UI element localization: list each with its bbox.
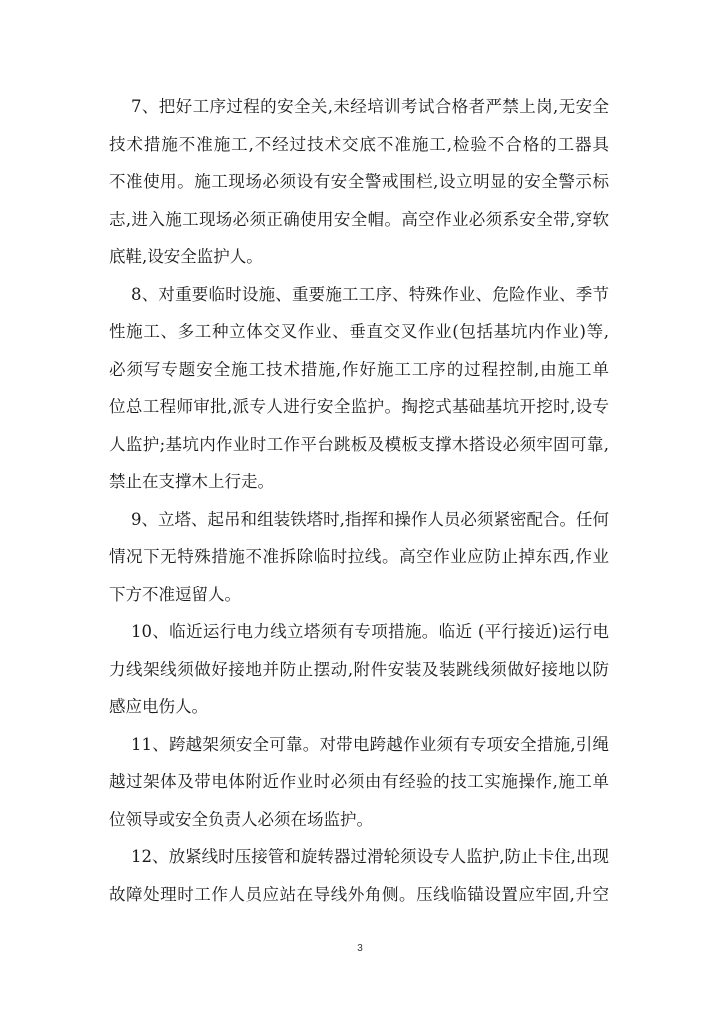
text-line: 11、跨越架须安全可靠。对带电跨越作业须有专项安全措施,引绳	[131, 734, 609, 754]
text-line: 位领导或安全负责人必须在场监护。	[109, 809, 373, 829]
text-line: 志,进入施工现场必须正确使用安全帽。高空作业必须系安全带,穿软	[109, 209, 609, 229]
document-body	[109, 88, 609, 913]
text-line: 不准使用。施工现场必须设有安全警戒围栏,设立明显的安全警示标	[109, 172, 609, 191]
text-line: 9、立塔、起吊和组装铁塔时,指挥和操作人员必须紧密配合。任何	[131, 509, 609, 529]
text-line: 7、把好工序过程的安全关,未经培训考试合格者严禁上岗,无安全	[131, 97, 609, 116]
text-line: 情况下无特殊措施不准拆除临时拉线。高空作业应防止掉东西,作业	[109, 547, 609, 566]
text-line: 必须写专题安全施工技术措施,作好施工工序的过程控制,由施工单	[109, 359, 609, 379]
text-line: 底鞋,设安全监护人。	[109, 247, 263, 266]
text-line: 感应电伤人。	[109, 697, 208, 716]
text-line: 8、对重要临时设施、重要施工工序、特殊作业、危险作业、季节	[131, 284, 609, 304]
text-line: 禁止在支撑木上行走。	[109, 472, 274, 491]
paragraph-9	[109, 501, 609, 614]
text-line: 人监护;基坑内作业时工作平台跳板及模板支撑木搭设必须牢固可靠,	[109, 434, 609, 454]
text-line: 技术措施不准施工,不经过技术交底不准施工,检验不合格的工器具	[109, 134, 609, 154]
text-line: 越过架体及带电体附近作业时必须由有经验的技工实施操作,施工单	[109, 772, 609, 791]
text-line: 故障处理时工作人员应站在导线外角侧。压线临锚设置应牢固,升空	[109, 884, 609, 904]
text-line: 力线架线须做好接地并防止摆动,附件安装及装跳线须做好接地以防	[109, 659, 609, 679]
page-number: 3	[357, 943, 363, 954]
paragraph-12	[109, 838, 609, 913]
paragraph-11	[109, 726, 609, 839]
text-line: 性施工、多工种立体交叉作业、垂直交叉作业(包括基坑内作业)等,	[109, 322, 609, 341]
text-line: 10、临近运行电力线立塔须有专项措施。临近 (平行接近)运行电	[131, 622, 609, 641]
paragraph-8	[109, 276, 609, 501]
paragraph-10	[109, 613, 609, 726]
paragraph-7	[109, 88, 609, 276]
text-line: 下方不准逗留人。	[109, 584, 241, 604]
text-line: 12、放紧线时压接管和旋转器过滑轮须设专人监护,防止卡住,出现	[131, 847, 609, 866]
text-line: 位总工程师审批,派专人进行安全监护。掏挖式基础基坑开挖时,设专	[109, 397, 609, 416]
